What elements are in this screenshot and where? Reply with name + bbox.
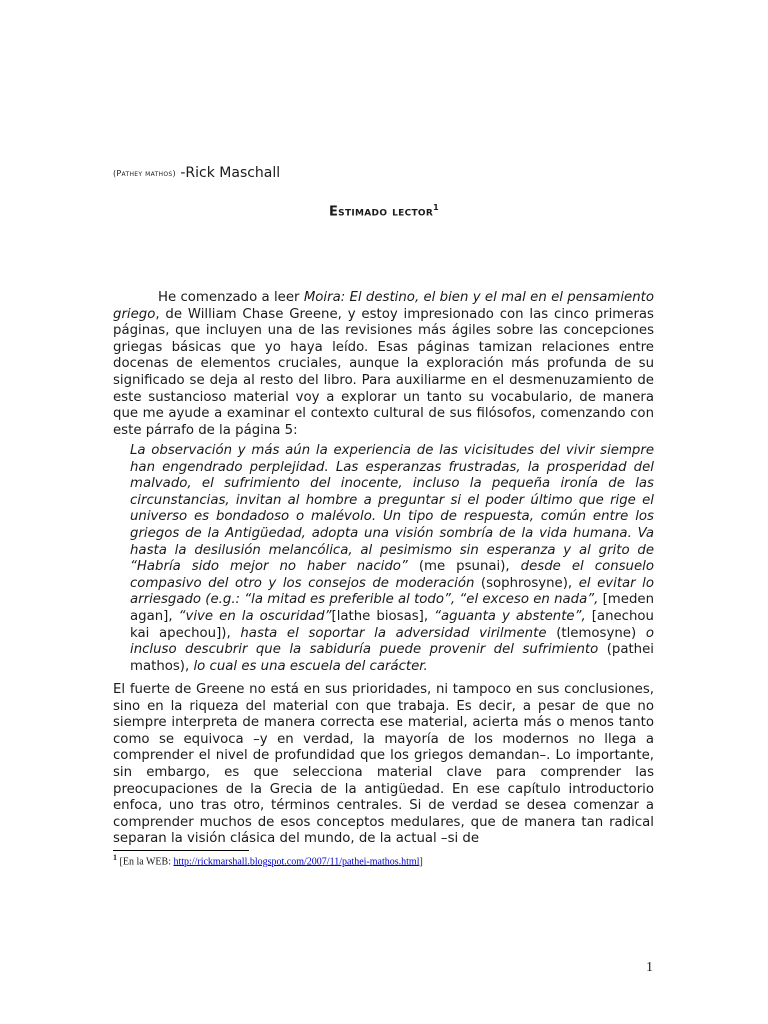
quote-part-12: (tlemosyne): [546, 625, 646, 641]
footnote-prefix: [En la WEB:: [117, 856, 174, 868]
quote-part-6: [meden agan],: [130, 592, 654, 624]
paragraph-commentary: El fuerte de Greene no está en sus prioridades, ni tampoco en sus conclusiones, sino en la riqueza del material con que trabaja. Es decir, a pesar de que no siempre interpreta de manera correcta ese material, acierta más o menos tanto como se equivoca –y en verdad, la mayoría de los modernos no llega a comprender el nivel de profundidad que los griegos demandan–. Lo importante, sin embargo, es que selecciona material clave para comprender las preocupaciones de la Grecia de la antigüedad. En ese capítulo introductorio enfoca, uno tras otro, términos centrales. Si de verdad se desea comenzar a comprender muchos de esos conceptos medulares, que de manera tan radical separan la visión clásica del mundo, de la actual –si de: [113, 682, 654, 847]
quote-part-15: lo cual es una escuela del carácter.: [193, 658, 428, 674]
p1-book-title: Moira: El destino, el bien y el mal en el pensamiento griego: [113, 290, 655, 322]
footnote-mark: 1: [113, 853, 117, 862]
paragraph-intro: [113, 290, 654, 439]
footnote-link[interactable]: http://rickmarshall.blogspot.com/2007/11/pathei-mathos.html: [173, 856, 420, 868]
quote-part-9: “aguanta y abstente”,: [434, 608, 586, 624]
page-title: [0, 203, 768, 219]
page-number: 1: [646, 960, 653, 975]
quote-part-13: o incluso descubrir que la sabiduría puede provenir del sufrimiento: [130, 625, 654, 658]
block-quote: [130, 443, 654, 675]
p1-s1: He comenzado a leer: [158, 290, 304, 305]
quote-part-10: [anechou kai apechou]),: [130, 608, 654, 641]
quote-part-3: desde el consuelo compasivo del otro y los consejos de moderación: [130, 559, 654, 591]
quote-part-1: La observación y más aún la experiencia de las vicisitudes del vivir siempre han engendrado perplejidad. Las esperanzas frustradas, la prosperidad del malvado, el sufrimiento del inocente, incluso la pequeña ironía de las circunstancias, invitan al hombre a preguntar si el poder último que rige el universo es bondadoso o malévolo. Un tipo de respuesta, común entre los griegos de la Antigüedad, adopta una visión sombría de la vida humana. Va hasta la desilusión melancólica, al pesimismo sin esperanza y al grito de “Habría sido mejor no haber nacido”: [130, 443, 654, 575]
footnote-separator: [113, 850, 249, 851]
quote-part-5: el evitar lo arriesgado (e.g.: “la mitad es preferible al todo”, “el exceso en nada”,: [130, 575, 655, 608]
quote-part-8: [lathe biosas],: [331, 608, 435, 624]
quote-part-11: hasta el soportar la adversidad virilmente: [240, 625, 547, 641]
footnote: [113, 853, 423, 867]
title-text: Estimado lector: [328, 204, 434, 220]
header-author: -Rick Maschall: [175, 165, 281, 181]
quote-part-2: (me psunai),: [407, 559, 521, 575]
quote-part-14: (pathei mathos),: [130, 642, 654, 674]
quote-part-7: “vive en la oscuridad”: [178, 608, 332, 624]
p1-s3: , de William Chase Greene, y estoy impresionado con las cinco primeras páginas, que incluyen una de las revisiones más ágiles sobre las concepciones griegas básicas que yo haya leído. Esas páginas tamizan relaciones entre docenas de elementos cruciales, aunque la exploración más profunda de su significado se deja al resto del libro. Para auxiliarme en el desmenuzamiento de este sustancioso material voy a explorar un tanto su vocabulario, de manera que me ayude a examinar el contexto cultural de sus filósofos, comenzando con este párrafo de la página 5:: [113, 306, 654, 438]
footnote-suffix: ]: [419, 856, 423, 868]
header-tag: (Pathey mathos): [113, 169, 176, 178]
title-footnote-mark: 1: [433, 203, 439, 212]
header-line: [113, 165, 280, 181]
quote-part-4: (sophrosyne),: [474, 575, 579, 591]
